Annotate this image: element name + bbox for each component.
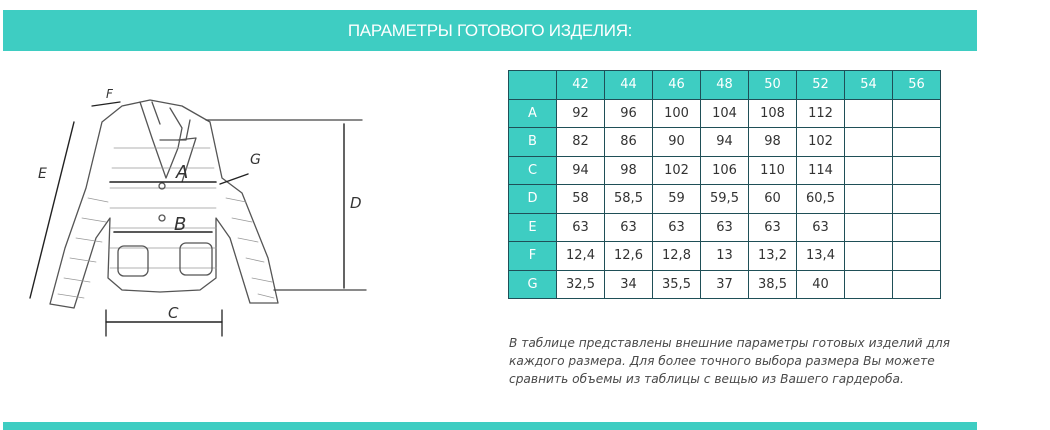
table-cell: 96 — [605, 99, 653, 128]
size-table — [508, 70, 941, 299]
measure-line-e — [30, 122, 74, 298]
table-cell — [845, 270, 893, 299]
table-cell: 94 — [557, 156, 605, 185]
row-label: B — [509, 128, 557, 157]
body-stripes — [110, 148, 216, 268]
table-cell: 100 — [653, 99, 701, 128]
table-row — [509, 128, 941, 157]
size-col-header: 54 — [845, 71, 893, 100]
table-cell: 12,6 — [605, 242, 653, 271]
table-cell: 12,8 — [653, 242, 701, 271]
table-row — [509, 213, 941, 242]
row-label: D — [509, 185, 557, 214]
row-label: A — [509, 99, 557, 128]
size-col-header: 48 — [701, 71, 749, 100]
table-cell: 63 — [749, 213, 797, 242]
table-cell: 82 — [557, 128, 605, 157]
table-cell — [845, 156, 893, 185]
table-cell: 40 — [797, 270, 845, 299]
table-cell: 63 — [557, 213, 605, 242]
label-c: C — [168, 304, 179, 322]
size-header-row — [509, 71, 941, 100]
table-cell — [845, 185, 893, 214]
table-cell: 63 — [701, 213, 749, 242]
size-col-header: 42 — [557, 71, 605, 100]
table-cell: 38,5 — [749, 270, 797, 299]
size-col-header: 56 — [893, 71, 941, 100]
size-table-corner — [509, 71, 557, 100]
table-cell: 12,4 — [557, 242, 605, 271]
table-row — [509, 185, 941, 214]
header-bar — [3, 10, 977, 51]
table-row — [509, 270, 941, 299]
table-cell: 98 — [749, 128, 797, 157]
jacket-measurement-sketch — [10, 78, 390, 353]
label-b: B — [174, 214, 187, 235]
row-label: G — [509, 270, 557, 299]
table-cell — [893, 156, 941, 185]
table-cell: 32,5 — [557, 270, 605, 299]
table-cell: 58 — [557, 185, 605, 214]
table-cell: 92 — [557, 99, 605, 128]
table-cell: 112 — [797, 99, 845, 128]
label-g: G — [250, 152, 261, 168]
table-row — [509, 99, 941, 128]
table-cell: 13,2 — [749, 242, 797, 271]
table-cell — [893, 242, 941, 271]
table-cell: 63 — [653, 213, 701, 242]
button-2 — [159, 215, 165, 221]
table-cell: 59 — [653, 185, 701, 214]
table-cell: 60 — [749, 185, 797, 214]
table-cell: 60,5 — [797, 185, 845, 214]
table-cell: 86 — [605, 128, 653, 157]
row-label: E — [509, 213, 557, 242]
page-title: ПАРАМЕТРЫ ГОТОВОГО ИЗДЕЛИЯ: — [347, 20, 633, 40]
table-cell: 35,5 — [653, 270, 701, 299]
jacket-outline — [50, 100, 278, 308]
size-col-header: 50 — [749, 71, 797, 100]
table-cell: 59,5 — [701, 185, 749, 214]
table-row — [509, 156, 941, 185]
table-cell — [845, 213, 893, 242]
table-cell: 110 — [749, 156, 797, 185]
footer-bar — [3, 422, 977, 430]
table-cell: 63 — [605, 213, 653, 242]
pocket-left — [118, 246, 148, 276]
label-a: A — [176, 162, 189, 183]
label-e: E — [38, 166, 47, 182]
table-cell — [893, 270, 941, 299]
table-cell: 58,5 — [605, 185, 653, 214]
table-cell: 102 — [797, 128, 845, 157]
row-label: C — [509, 156, 557, 185]
table-cell: 37 — [701, 270, 749, 299]
table-cell — [893, 213, 941, 242]
table-row — [509, 242, 941, 271]
table-cell: 13 — [701, 242, 749, 271]
table-cell: 94 — [701, 128, 749, 157]
size-col-header: 46 — [653, 71, 701, 100]
row-label: F — [509, 242, 557, 271]
label-f: F — [106, 87, 113, 101]
table-cell: 108 — [749, 99, 797, 128]
table-cell — [893, 128, 941, 157]
table-cell — [845, 242, 893, 271]
table-cell: 98 — [605, 156, 653, 185]
table-cell — [845, 128, 893, 157]
table-cell: 106 — [701, 156, 749, 185]
table-cell: 90 — [653, 128, 701, 157]
table-cell: 102 — [653, 156, 701, 185]
table-cell — [845, 99, 893, 128]
table-cell: 104 — [701, 99, 749, 128]
table-cell — [893, 99, 941, 128]
measure-line-f — [92, 102, 120, 106]
label-d: D — [350, 194, 362, 212]
size-col-header: 44 — [605, 71, 653, 100]
size-col-header: 52 — [797, 71, 845, 100]
table-cell: 114 — [797, 156, 845, 185]
table-cell — [893, 185, 941, 214]
table-cell: 63 — [797, 213, 845, 242]
table-cell: 34 — [605, 270, 653, 299]
table-cell: 13,4 — [797, 242, 845, 271]
size-note: В таблице представлены внешние параметры готовых изделий для каждого размера. Для более точного выбора размера Вы можете сравнить объемы из таблицы с вещью из Вашего гардероба. — [509, 336, 950, 387]
